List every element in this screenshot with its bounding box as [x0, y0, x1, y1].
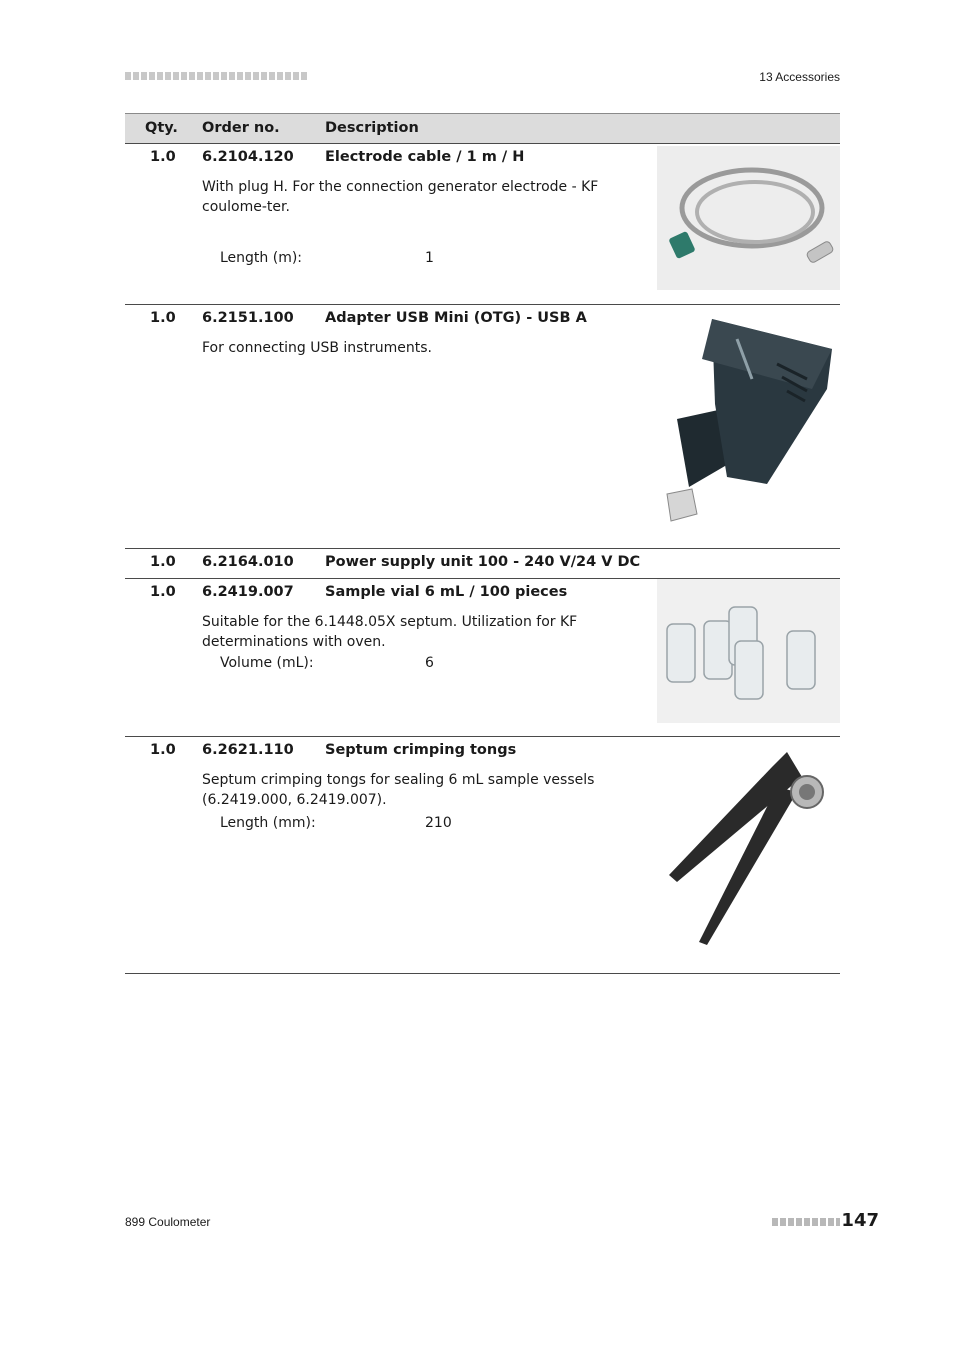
- table-row: [125, 736, 840, 974]
- item-title: Adapter USB Mini (OTG) - USB A: [325, 310, 587, 326]
- footer-decoration: [772, 1218, 840, 1226]
- order-no: 6.2151.100: [202, 310, 294, 326]
- header-decoration: [125, 72, 307, 80]
- sample-vials-image: [657, 579, 840, 723]
- qty: 1.0: [150, 310, 176, 326]
- order-no: 6.2621.110: [202, 742, 294, 758]
- item-title: Electrode cable / 1 m / H: [325, 149, 525, 165]
- page-number: 147: [841, 1210, 879, 1231]
- qty: 1.0: [150, 554, 176, 570]
- spec-label: Length (mm):: [220, 815, 316, 831]
- item-description: With plug H. For the connection generator electrode - KF coulome-ter.: [202, 179, 599, 215]
- spec-label: Length (m):: [220, 250, 303, 266]
- spec-value: 1: [425, 250, 434, 266]
- item-title: Power supply unit 100 - 240 V/24 V DC: [325, 554, 641, 570]
- header-section-title: 13 Accessories: [759, 70, 840, 84]
- spec-value: 210: [425, 815, 452, 831]
- item-description: Suitable for the 6.1448.05X septum. Utilization for KF determinations with oven.: [202, 614, 578, 650]
- usb-adapter-image: [657, 309, 840, 534]
- qty: 1.0: [150, 584, 176, 600]
- electrode-cable-image: [657, 146, 840, 290]
- crimping-tongs-image: [657, 747, 840, 952]
- spec-label: Volume (mL):: [220, 655, 314, 671]
- item-title: Septum crimping tongs: [325, 742, 517, 758]
- col-description: Description: [325, 120, 419, 136]
- item-description: Septum crimping tongs for sealing 6 mL sample vessels (6.2419.000, 6.2419.007).: [202, 772, 595, 808]
- table-row: [125, 548, 840, 578]
- item-description: For connecting USB instruments.: [202, 340, 432, 356]
- accessories-table: [125, 113, 840, 974]
- order-no: 6.2164.010: [202, 554, 294, 570]
- footer-product: 899 Coulometer: [125, 1215, 211, 1229]
- order-no: 6.2419.007: [202, 584, 294, 600]
- order-no: 6.2104.120: [202, 149, 294, 165]
- table-row: [125, 578, 840, 736]
- table-header: [125, 113, 840, 143]
- table-row: [125, 304, 840, 548]
- item-title: Sample vial 6 mL / 100 pieces: [325, 584, 568, 600]
- col-qty: Qty.: [145, 120, 178, 136]
- table-row: [125, 143, 840, 304]
- col-order-no: Order no.: [202, 120, 280, 136]
- qty: 1.0: [150, 742, 176, 758]
- spec-value: 6: [425, 655, 434, 671]
- qty: 1.0: [150, 149, 176, 165]
